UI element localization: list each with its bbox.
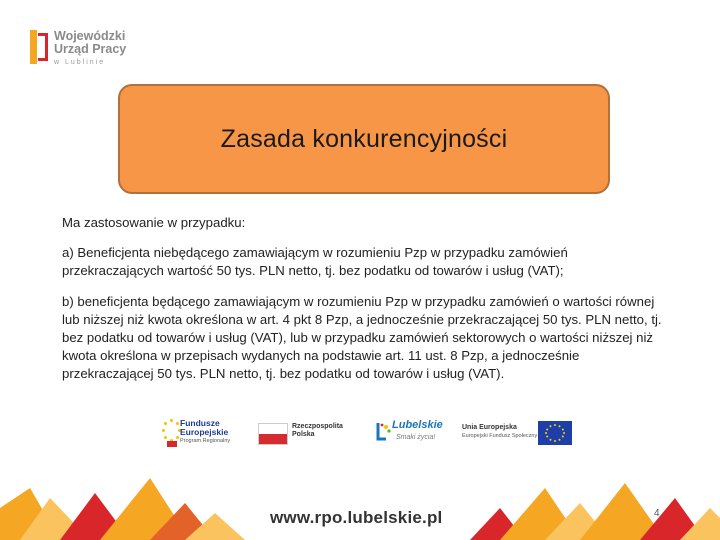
point-a: a) Beneficjenta niebędącego zamawiającym w rozumieniu Pzp w przypadku zamówień przekraczających wartość 50 tys. PLN netto, tj. bez podatku od towarów i usług (VAT); [62,245,568,278]
ue-line1: Unia Europejska [462,424,517,431]
slide-title: Zasada konkurencyjności [220,124,508,153]
funding-logos-strip [140,413,580,457]
logo-line1: Wojewódzki [54,29,126,43]
fe-line2: Europejskie [180,427,229,437]
fundusze-europejskie-logo [180,419,230,446]
unia-europejska-logo [462,423,537,441]
logo-line3: w Lublinie [54,59,106,66]
lubelskie-icon [374,421,392,445]
fe-line1: Fundusze [180,418,220,428]
wup-logo-text [54,30,126,69]
page-number: 4 [654,508,660,519]
lubelskie-slogan: Smaki życia! [396,434,436,441]
polish-flag-icon [258,423,288,445]
rp-line2: Polska [292,431,315,438]
logo-line2: Urząd Pracy [54,42,127,56]
wup-logo-mark [30,30,50,64]
ue-sub: Europejski Fundusz Społeczny [462,433,538,439]
lubelskie-name: Lubelskie [392,419,443,431]
wup-logo [30,30,180,70]
title-box [118,84,610,194]
rp-line1: Rzeczpospolita [292,423,343,430]
rzeczpospolita-logo [292,423,343,439]
eu-flag-icon [538,421,572,445]
intro-text: Ma zastosowanie w przypadku: [62,215,246,230]
slide-content [62,214,672,396]
footer [0,478,720,540]
point-b: b) beneficjenta będącego zamawiającym w rozumieniu Pzp w przypadku zamówień o wartości równej lub niższej niż kwota określona w art. 4 pkt 8 Pzp, a jednocześnie przekraczającej 50 tys. PLN netto, tj. bez podatku od towarów i usług (VAT), lub w przypadku zamówień sektorowych o wartości niższej niż kwota określona w przepisach wydanych na podstawie art. 11 ust. 8 Pzp, a jednocześnie przekraczającej 50 tys. PLN netto, tj. bez podatku od towarów i usług (VAT). [62,294,662,381]
footer-url[interactable]: www.rpo.lubelskie.pl [270,508,443,527]
fe-sub: Program Regionalny [180,438,231,444]
fundusze-europejskie-icon [162,419,182,447]
